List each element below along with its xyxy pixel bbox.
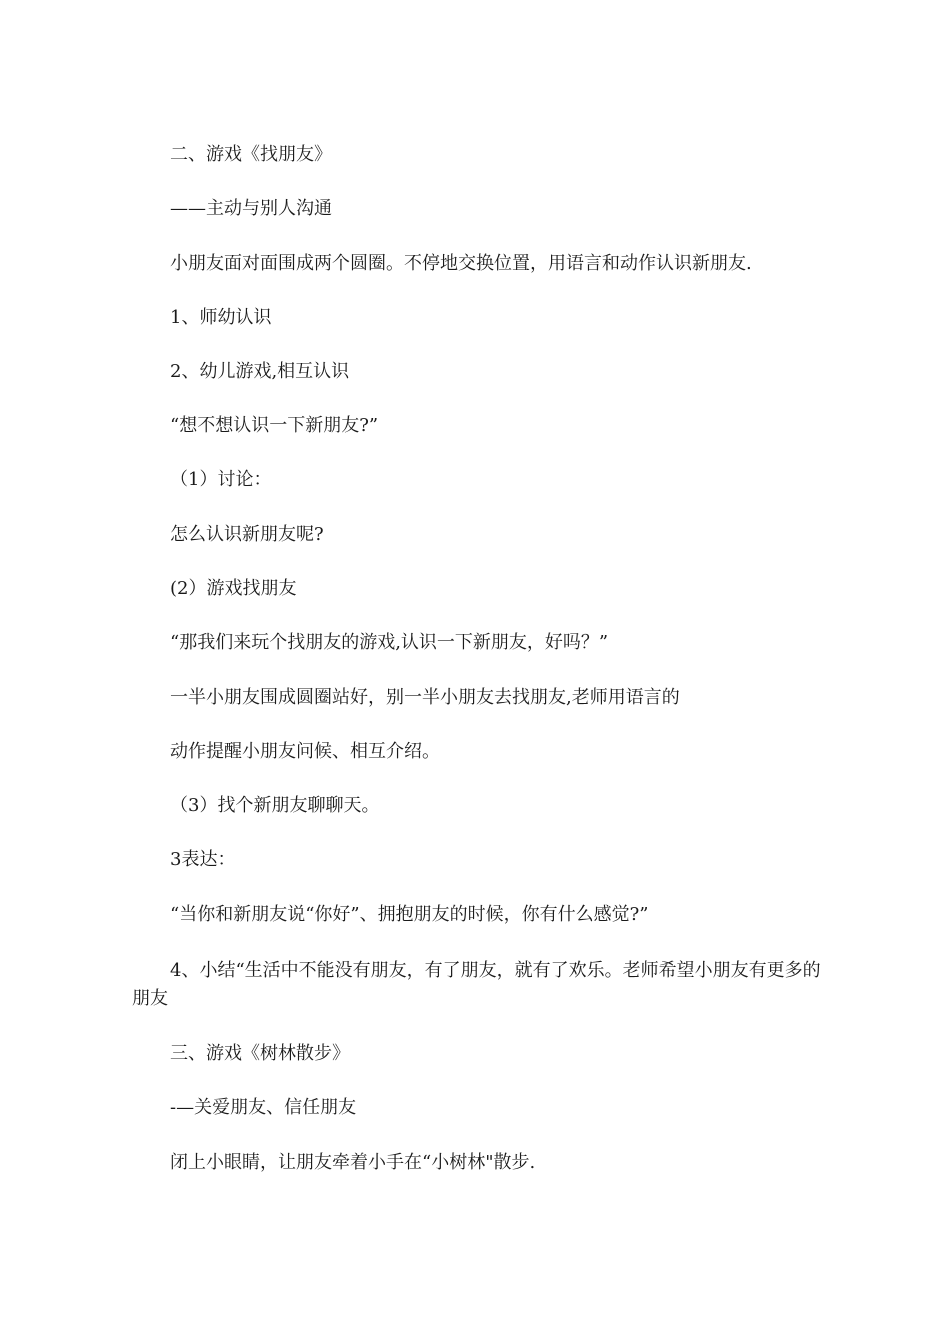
subtitle-care-trust: -—关爱朋友、信任朋友 [170, 1097, 357, 1118]
quote-question: “想不想认识一下新朋友?” [170, 415, 379, 436]
step-2: 2、幼儿游戏,相互认识 [170, 361, 350, 382]
section-heading-forest-walk: 三、游戏《树林散步》 [170, 1043, 350, 1064]
quote-feeling: “当你和新朋友说“你好”、拥抱朋友的时候，你有什么感觉?” [170, 904, 649, 925]
subtitle-communication: ——主动与别人沟通 [170, 198, 332, 219]
section-heading-find-friends: 二、游戏《找朋友》 [170, 144, 332, 165]
paragraph-intro: 小朋友面对面围成两个圆圈。不停地交换位置，用语言和动作认识新朋友. [170, 253, 752, 274]
step-3: 3表达： [170, 849, 236, 870]
paragraph-forest-walk: 闭上小眼睛，让朋友牵着小手在“小树林"散步. [170, 1152, 536, 1173]
quote-game-invite: “那我们来玩个找朋友的游戏,认识一下新朋友，好吗？” [170, 632, 609, 653]
step-4-summary: 4、小结“生活中不能没有朋友，有了朋友，就有了欢乐。老师希望小朋友有更多的朋友 [132, 960, 821, 1009]
substep-2: (2）游戏找朋友 [170, 578, 297, 599]
paragraph-discussion: 怎么认识新朋友呢? [170, 524, 324, 545]
paragraph-game-setup: 一半小朋友围成圆圈站好，别一半小朋友去找朋友,老师用语言的 [170, 687, 680, 708]
substep-1: （1）讨论： [170, 469, 272, 490]
paragraph-game-setup-cont: 动作提醒小朋友问候、相互介绍。 [170, 741, 440, 762]
substep-3: （3）找个新朋友聊聊天。 [170, 795, 380, 816]
step-1: 1、师幼认识 [170, 307, 272, 328]
